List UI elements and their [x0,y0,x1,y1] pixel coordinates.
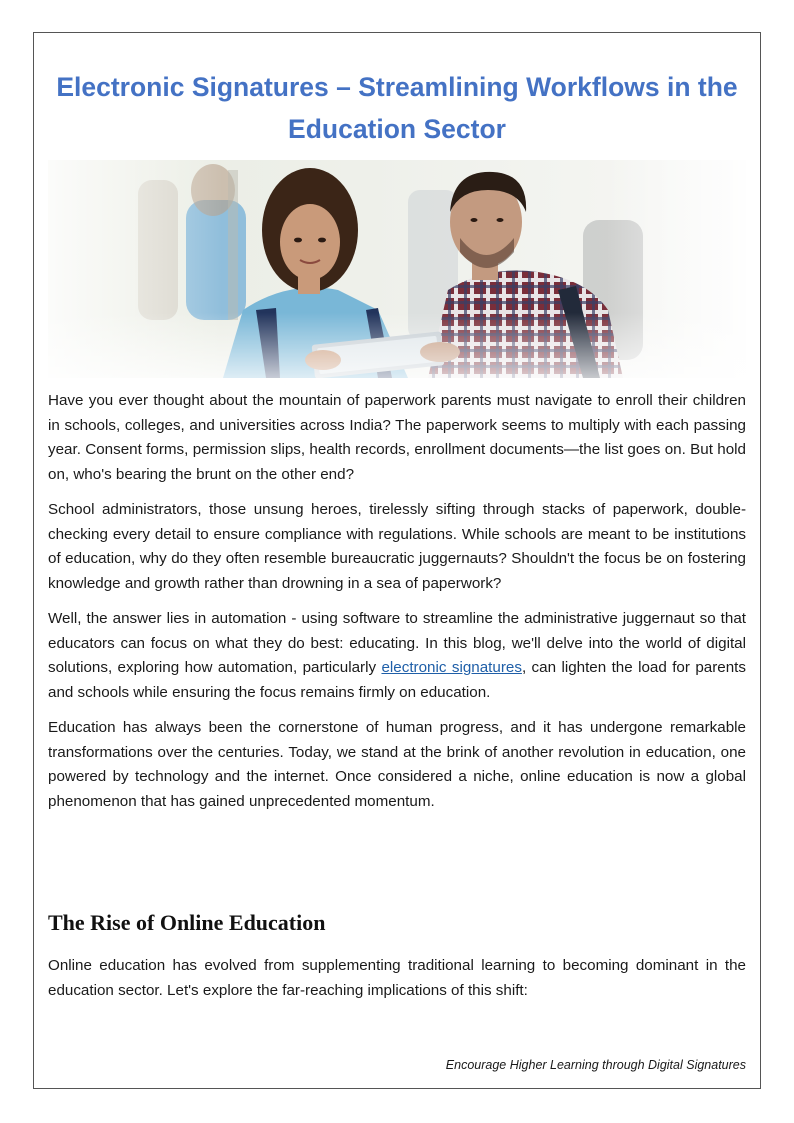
paragraph-2: School administrators, those unsung heroes, tirelessly sifting through stacks of paperwork, double-checking every detail to ensure compliance with regulations. While schools are meant to be institutions of education, why do they often resemble bureaucratic juggernauts? Shouldn't the focus be on fostering knowledge and growth rather than drowning in a sea of paperwork? [48,501,746,592]
paragraph-3-text-start: Well, the answer lies in automation - using software to streamline the administrative juggernaut so that educators can focus on what they do best: educating. In this blog, we'll delve into the world of digital solutions, exploring how automation, particularly [48,610,746,676]
section-paragraph: Online education has evolved from supplementing traditional learning to becoming dominant in the education sector. Let's explore the far-reaching implications of this shift: [48,957,746,999]
document-title: Electronic Signatures – Streamlining Workflows in the Education Sector [56,72,738,144]
students-illustration [48,160,746,378]
paragraph-1: Have you ever thought about the mountain of paperwork parents must navigate to enroll their children in schools, colleges, and universities across India? The paperwork seems to multiply with each passing year. Consent forms, permission slips, health records, enrollment documents—the list goes on. But hold on, who's bearing the brunt on the other end? [48,392,746,483]
section-heading: The Rise of Online Education [48,910,326,935]
paragraph-4: Education has always been the cornerstone of human progress, and it has undergone remarkable transformations over the centuries. Today, we stand at the brink of another revolution in education, one powered by technology and the internet. Once considered a niche, online education is now a global phenomenon that has gained unprecedented momentum. [48,719,746,810]
intro-section [48,389,746,825]
paragraph-3 [48,607,746,705]
section-body [48,954,746,1014]
paragraph-3-text-end: , can lighten the load for parents and schools while ensuring the focus remains firmly on education. [48,659,746,701]
hero-image [48,160,746,378]
electronic-signatures-link[interactable]: electronic signatures [381,659,522,676]
page-footer: Encourage Higher Learning through Digital Signatures [445,1058,746,1072]
